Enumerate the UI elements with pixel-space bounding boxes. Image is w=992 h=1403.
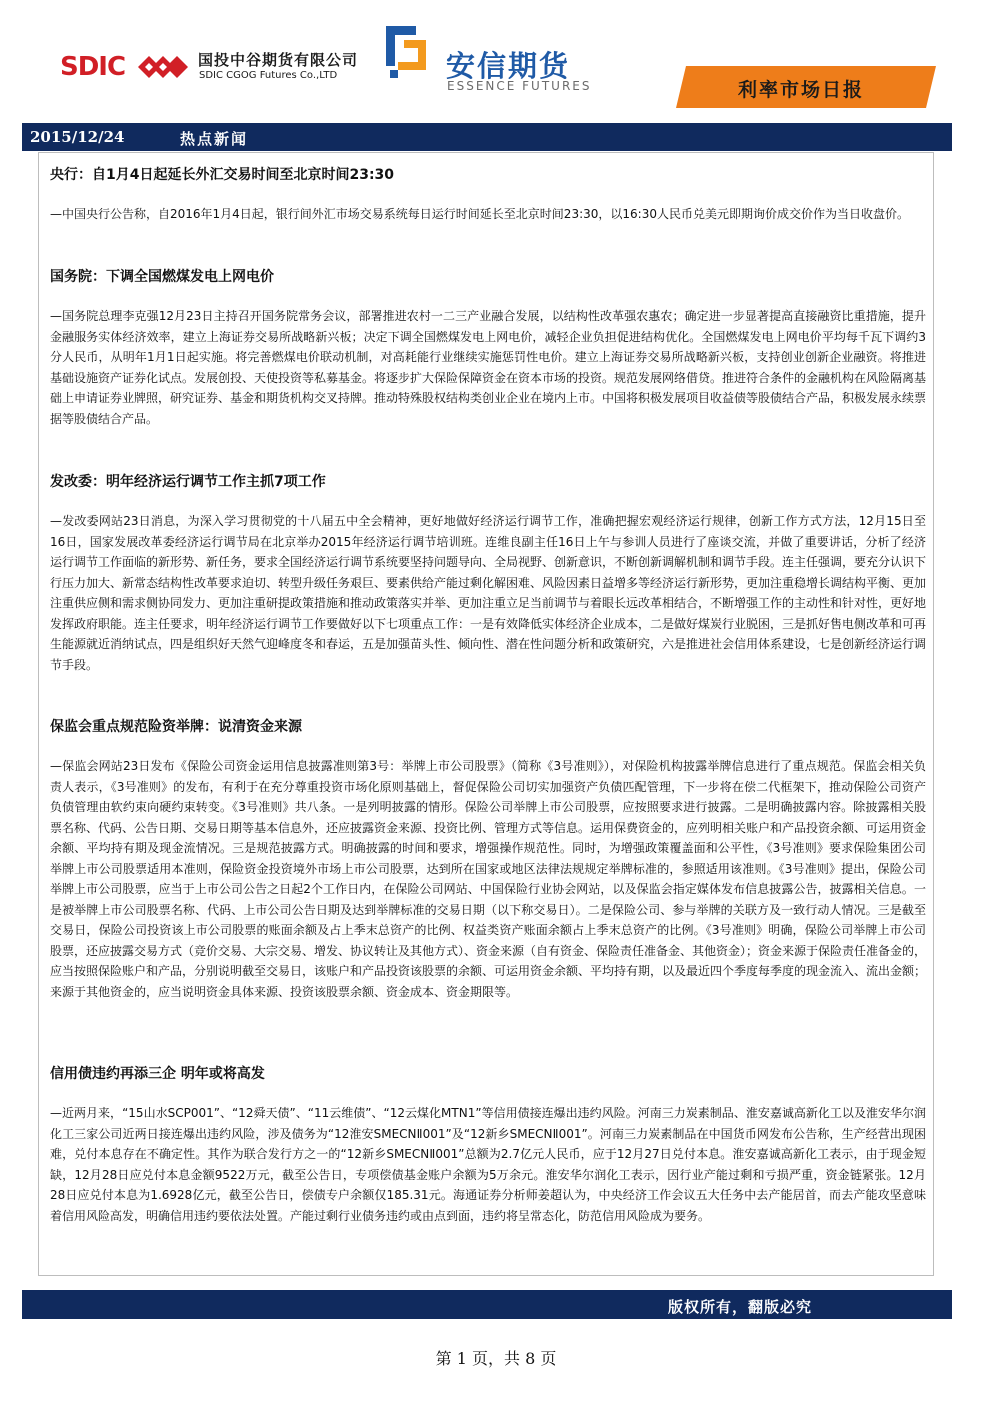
article-body: —国务院总理李克强12月23日主持召开国务院常务会议，部署推进农村一二三产业融合发展，以结构性改革强农惠农；确定进一步显著提高直接融资比重措施，提升金融服务实体经济效率，建立上海证券交易所战略新兴板；决定下调全国燃煤发电上网电价，减轻企业负担促进结构优化。全国燃煤发电上网电价平均每千瓦下调约3分人民币，从明年1月1日起实施。将完善燃煤电价联动机制，对高耗能行业继续实施惩罚性电价。建立上海证券交易所战略新兴板，支持创业创新企业融资。将推进基础设施资产证券化试点。发展创投、天使投资等私募基金。将逐步扩大保险保障资金在资本市场的投资。规范发展网络借贷。推进符合条件的金融机构在风险隔离基础上申请证券业牌照，研究证券、基金和期货机构交叉持牌。推动特殊股权结构类创业企业在境内上市。中国将积极发展项目收益债等股债结合产品，积极发展永续票据等股债结合产品。 (50, 309, 927, 426)
copyright-notice: 版权所有，翻版必究 (667, 1298, 812, 1316)
footer-bar (22, 1290, 952, 1319)
company-name-cn: 国投中谷期货有限公司 (198, 51, 359, 69)
partner-name-cn: 安信期货 (446, 49, 571, 83)
article-body: —近两月来，“15山水SCP001”、“12舜天债”、“11云维债”、“12云煤化MTN1”等信用债接连爆出违约风险。河南三力炭素制品、淮安嘉诚高新化工以及淮安华尔润化工三家公司近两日接连爆出违约风险，涉及债务为“12淮安SMECNⅡ001”及“12新乡SMECNⅡ001”。河南三力炭素制品在中国货币网发布公告称，生产经营出现困难，兑付本息存在不确定性。其作为联合发行方之一的“12新乡SMECNⅡ001”总额为2.7亿元人民币，应于12月27日兑付本息。淮安嘉诚高新化工表示，由于现金短缺，12月28日应兑付本息金额9522万元，截至公告日，专项偿债基金账户余额为5万余元。淮安华尔润化工表示，因行业产能过剩和亏损严重，资金链紧张。12月28日应兑付本息为1.6928亿元，截至公告日，偿债专户余额仅185.31元。海通证券分析师姜超认为，中央经济工作会议五大任务中去产能居首，而去产能攻坚意味着信用风险高发，明确信用违约要依法处置。产能过剩行业债务违约或由点到面，违约将呈常态化，防范信用风险成为要务。 (50, 1106, 926, 1223)
article-title: 发改委：明年经济运行调节工作主抓7项工作 (50, 474, 326, 490)
sdic-diamond-icon (132, 50, 188, 84)
article-title: 国务院：下调全国燃煤发电上网电价 (50, 269, 274, 285)
report-date: 2015/12/24 (30, 128, 125, 146)
article-title: 信用债违约再添三企 明年或将高发 (50, 1066, 265, 1082)
article-body: —发改委网站23日消息，为深入学习贯彻党的十八届五中全会精神，更好地做好经济运行调节工作，准确把握宏观经济运行规律，创新工作方式方法，12月15日至16日，国家发展改革委经济运行调节局在北京举办2015年经济运行调节培训班。连维良副主任16日上午与参训人员进行了座谈交流，并做了重要讲话，分析了经济运行调节工作面临的新形势、新任务，要求全国经济运行调节系统要坚持问题导向、全局视野、创新意识，不断创新调解机制和调节手段。连主任强调，要充分认识下行压力加大、新常态结构性改革要求迫切、转型升级任务艰巨、要素供给产能过剩化解困难、风险因素日益增多等经济运行新形势，更加注重稳增长调结构平衡、更加注重供应侧和需求侧协同发力、更加注重研提政策措施和推动政策落实并举、更加注重立足当前调节与着眼长远改革相结合，不断增强工作的主动性和针对性，更好地发挥政府职能。连主任要求，明年经济运行调节工作要做好以下七项重点工作：一是有效降低实体经济企业成本，二是做好煤炭行业脱困，三是抓好售电侧改革和可再生能源就近消纳试点，四是组织好天然气迎峰度冬和春运，五是加强苗头性、倾向性、潜在性问题分析和政策研究，六是推进社会信用体系建设，七是创新经济运行调节手段。 (50, 514, 927, 672)
page-number: 第 1 页，共 8 页 (435, 1349, 557, 1368)
article-body: —中国央行公告称，自2016年1月4日起，银行间外汇市场交易系统每日运行时间延长至北京时间23:30，以16:30人民币兑美元即期询价成交价作为当日收盘价。 (50, 207, 909, 221)
article-title: 保监会重点规范险资举牌：说清资金来源 (50, 719, 302, 735)
report-title: 利率市场日报 (738, 79, 865, 101)
page-header (0, 0, 992, 120)
date-section-bar (22, 123, 952, 151)
news-article (50, 716, 926, 1002)
news-article (50, 266, 926, 429)
news-article (50, 1063, 926, 1226)
essence-logo-icon (386, 26, 434, 78)
sdic-logo: SDIC (60, 52, 126, 82)
partner-name-en: ESSENCE FUTURES (447, 79, 592, 93)
section-title: 热点新闻 (180, 130, 249, 148)
company-name-en: SDIC CGOG Futures Co.,LTD (199, 70, 338, 81)
article-body: —保监会网站23日发布《保险公司资金运用信息披露准则第3号：举牌上市公司股票》（简称《3号准则》），对保险机构披露举牌信息进行了重点规范。保监会相关负责人表示，《3号准则》的发布，有利于在充分尊重投资市场化原则基础上，督促保险公司切实加强资产负债匹配管理，下一步将在偿二代框架下，推动保险公司资产负债管理由软约束向硬约束转变。《3号准则》共八条。一是列明披露的情形。保险公司举牌上市公司股票，应按照要求进行披露。二是明确披露内容。除披露相关股票名称、代码、公告日期、交易日期等基本信息外，还应披露资金来源、投资比例、管理方式等信息。运用保费资金的，应列明相关账户和产品投资余额、可运用资金余额、平均持有期及现金流情况。三是规范披露方式。明确披露的时间和要求，增强操作规范性。同时，为增强政策覆盖面和公平性，《3号准则》要求保险集团公司举牌上市公司股票适用本准则，保险资金投资境外市场上市公司股票，达到所在国家或地区法律法规规定举牌标准的，参照适用该准则。《3号准则》提出，保险公司举牌上市公司股票，应当于上市公司公告之日起2个工作日内，在保险公司网站、中国保险行业协会网站，以及保监会指定媒体发布信息披露公告，披露相关信息。一是被举牌上市公司股票名称、代码、上市公司公告日期及达到举牌标准的交易日期（以下称交易日）。二是保险公司、参与举牌的关联方及一致行动人情况。三是截至交易日，保险公司投资该上市公司股票的账面余额及占上季末总资产的比例、权益类资产账面余额占上季末总资产的比例。《3号准则》明确，保险公司举牌上市公司股票，还应披露交易方式（竞价交易、大宗交易、增发、协议转让及其他方式）、资金来源（自有资金、保险责任准备金、其他资金）；资金来源于保险责任准备金的，应当按照保险账户和产品，分别说明截至交易日，该账户和产品投资该股票的余额、可运用资金余额、平均持有期，以及最近四个季度每季度的现金流入、流出金额；来源于其他资金的，应当说明资金具体来源、投资该股票余额、资金成本、资金期限等。 (50, 759, 927, 999)
article-title: 央行：自1月4日起延长外汇交易时间至北京时间23:30 (50, 167, 395, 183)
news-article (50, 164, 926, 225)
news-article (50, 471, 926, 675)
